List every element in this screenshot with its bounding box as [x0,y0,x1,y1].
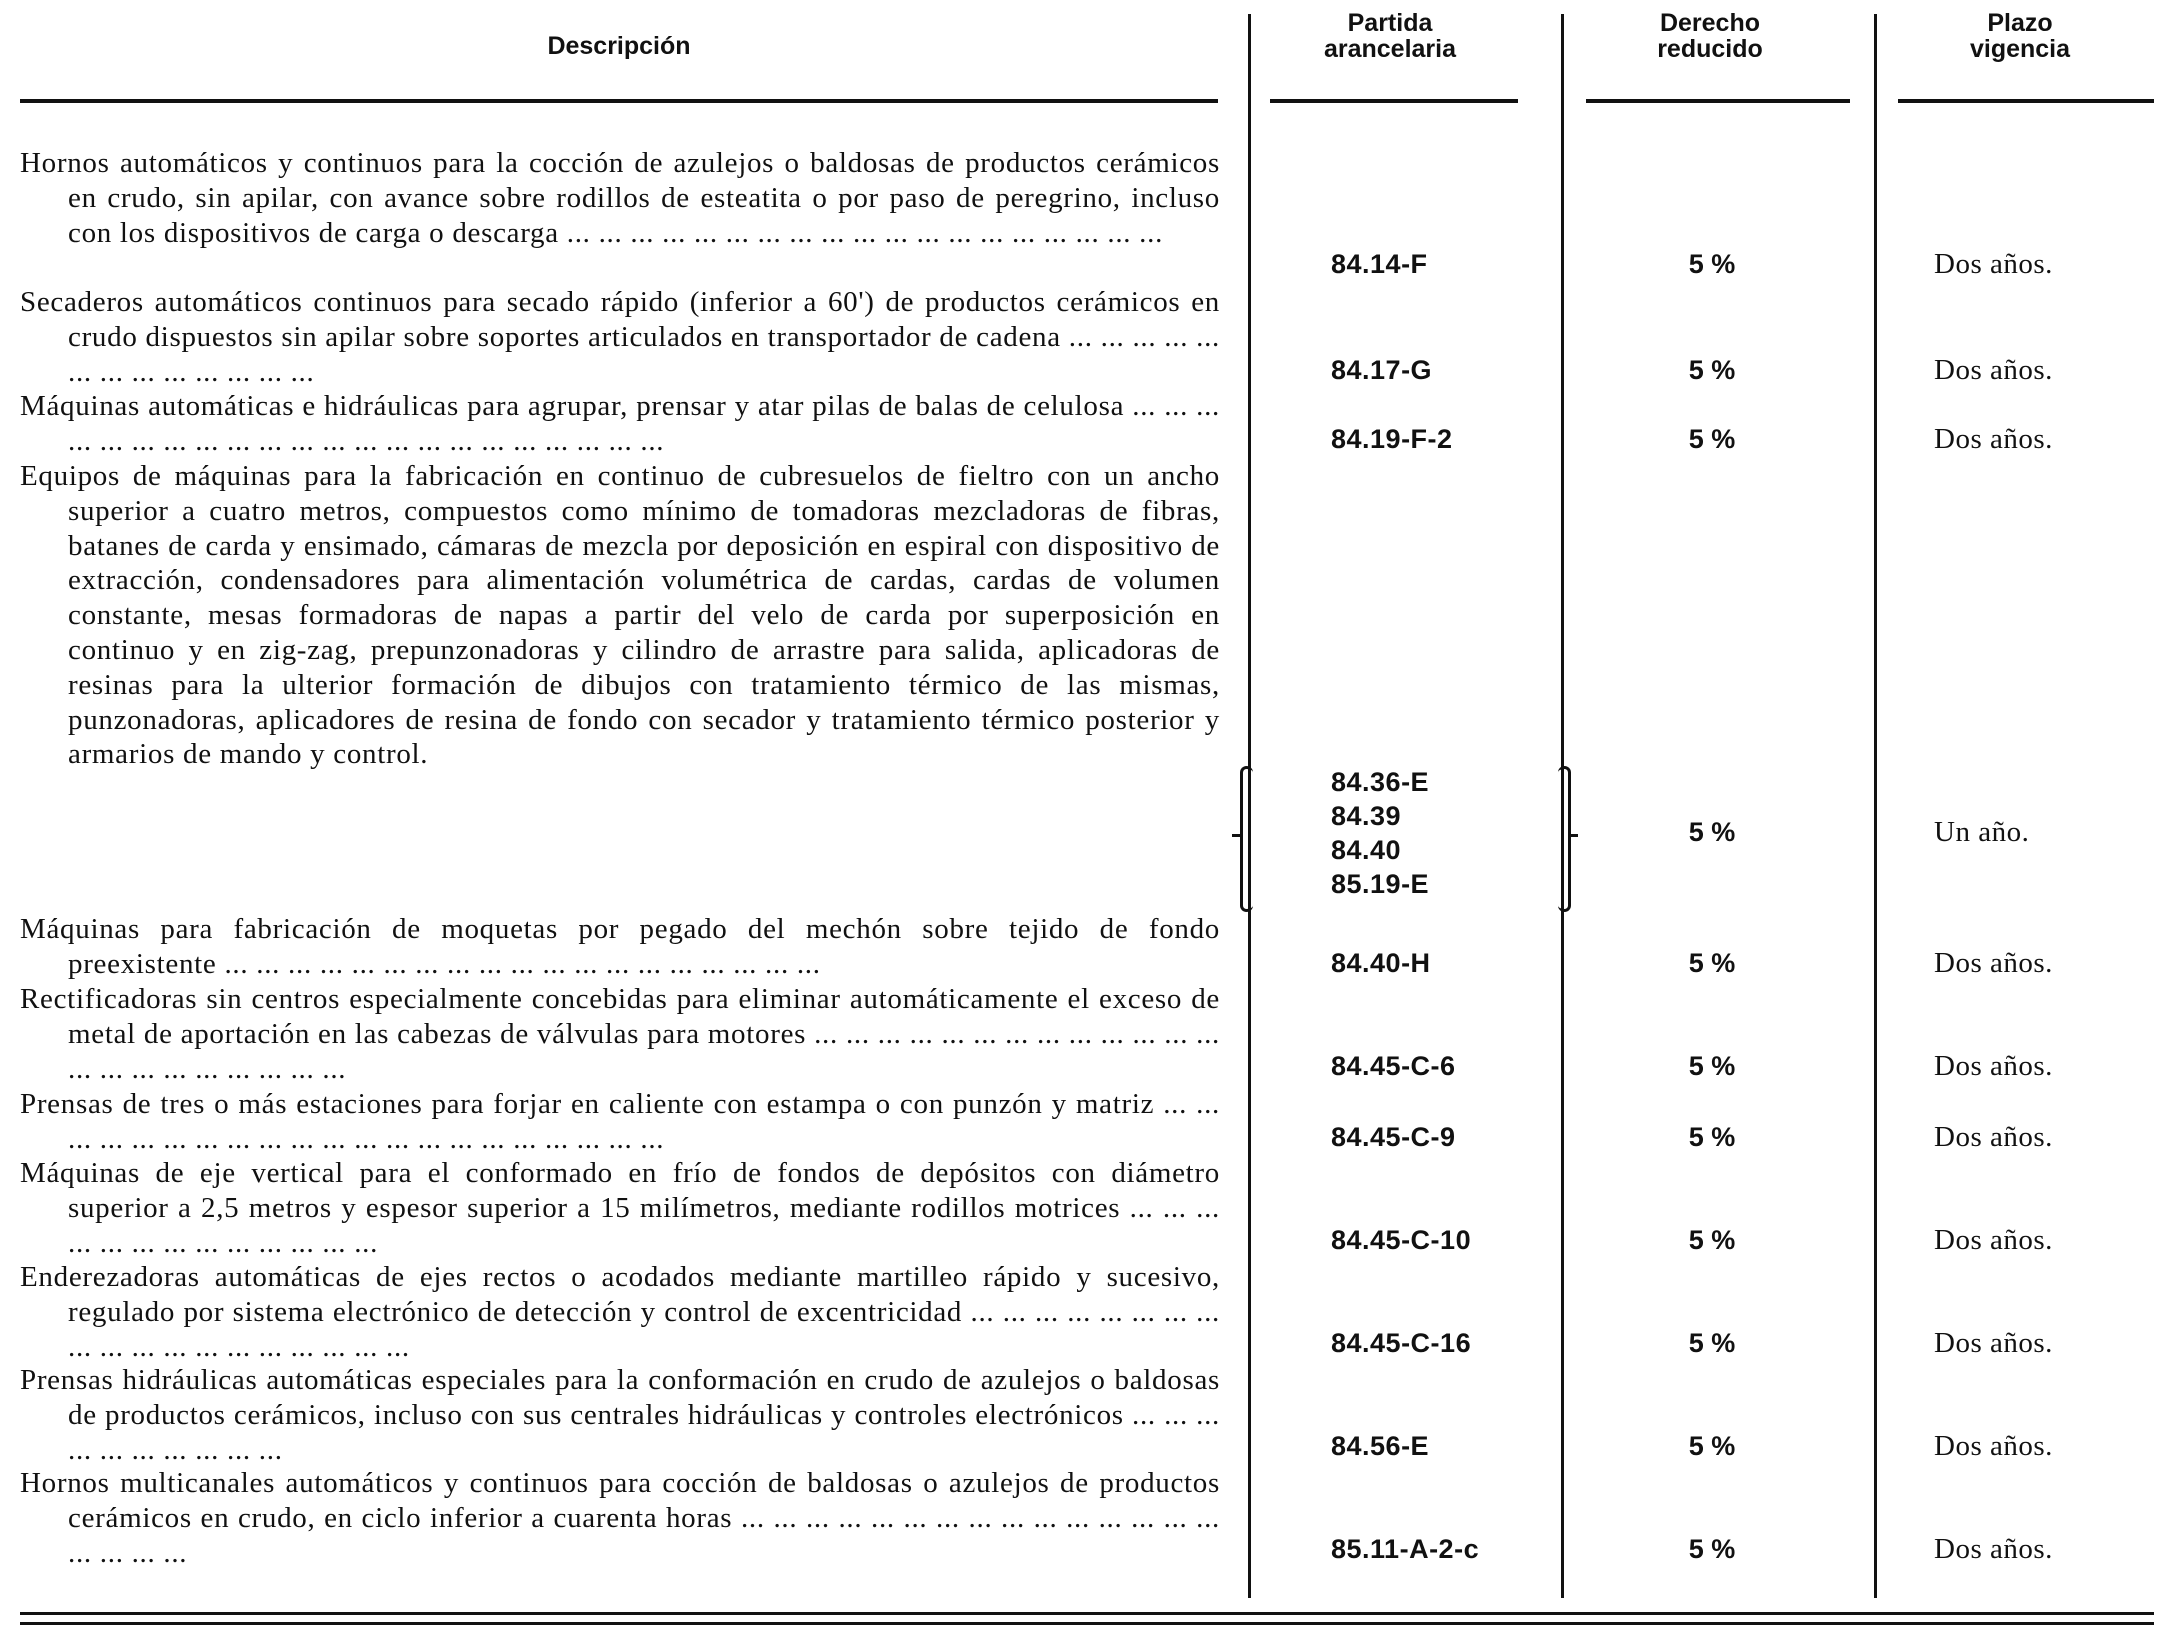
descripcion-text: Hornos multicanales automáticos y continuos para cocción de baldosas o azulejos de productos cerámicos en crudo, en ciclo inferior a cuarenta horas ... ... ... ... ... ... ... ... ... ... ... ... ... ... ... ... ... ... ... [20,1467,1220,1569]
descripcion-text: Máquinas para fabricación de moquetas por pegado del mechón sobre tejido de fondo preexistente ... ... ... ... ... ... ... ... ... ... ... ... ... ... ... ... ... ... ... [20,913,1220,980]
descripcion-text: Hornos automáticos y continuos para la cocción de azulejos o baldosas de productos cerámicos en crudo, sin apilar, con avance sobre rodillos de esteatita o por paso de peregrino, incluso con los dispositivos de carga o descarga ... ... ... ... ... ... ... ... ... ... ... ... ... ... ... ... ... ... ... [20,147,1220,249]
row-7-derecho: 5 % [1688,1122,1736,1152]
row-3-plazo: Dos años. [1934,423,2053,455]
descripcion-text: Prensas de tres o más estaciones para forjar en caliente con estampa o con punzón y matriz ... ... ... ... ... ... ... ... ... ... ... ... ... ... ... ... ... ... ... ... ... [20,1088,1220,1155]
row-6-partida: 84.45-C-6 [1331,1051,1456,1081]
row-1-derecho: 5 % [1688,249,1736,279]
row-10-derecho: 5 % [1688,1431,1736,1461]
right-brace [1558,766,1571,912]
row-3-partida: 84.19-F-2 [1331,424,1453,454]
header-rule-descripcion [20,99,1218,103]
row-8-descripcion [20,1156,1220,1260]
row-1-partida: 84.14-F [1331,249,1428,279]
header-rule-partida [1270,99,1518,103]
descripcion-text: Máquinas automáticas e hidráulicas para agrupar, prensar y atar pilas de balas de celulosa ... ... ... ... ... ... ... ... ... ... ... ... ... ... ... ... ... ... ... ... ... ... [20,390,1220,457]
row-10-partida: 84.56-E [1331,1431,1430,1461]
header-descripcion: Descripción [547,32,691,60]
header-derecho-line1: Derecho [1659,9,1761,37]
header-partida-line1: Partida [1347,9,1433,37]
bottom-rule-2 [20,1622,2154,1625]
row-4-descripcion [20,459,1220,772]
row-2-partida: 84.17-G [1331,355,1433,385]
header-partida-arancelaria [1250,10,1530,62]
row-2-plazo: Dos años. [1934,354,2053,386]
left-brace [1240,766,1253,912]
partida-code: 84.36-E [1331,767,1430,797]
row-5-partida: 84.40-H [1331,948,1431,978]
partida-code: 84.40 [1331,835,1402,865]
row-6-plazo: Dos años. [1934,1050,2053,1082]
row-3-descripcion [20,389,1220,459]
descripcion-text: Equipos de máquinas para la fabricación en continuo de cubresuelos de fieltro con un ancho superior a cuatro metros, compuestos como mínimo de tomadoras mezcladoras de fibras, batanes de carda y ensimado, cámaras de mezcla por deposición en espiral con dispositivo de extracción, condensadores para alimentación volumétrica de cardas, cardas de volumen constante, mesas formadoras de napas a partir del velo de carda por superposición en continuo y en zig-zag, prepunzonadoras y cilindro de arrastre para salida, aplicadoras de resinas para la ulterior formación de dibujos con tratamiento térmico de las mismas, punzonadoras, aplicadores de resina de fondo con secador y tratamiento térmico posterior y armarios de mando y control. [20,460,1220,771]
descripcion-text: Rectificadoras sin centros especialmente concebidas para eliminar automáticamente el exceso de metal de aportación en las cabezas de válvulas para motores ... ... ... ... ... ... ... ... ... ... ... ... ... ... ... ... ... ... ... ... ... ... [20,983,1220,1085]
row-4-derecho: 5 % [1688,817,1736,847]
row-4-partida [1331,765,1429,901]
row-6-descripcion [20,982,1220,1086]
row-8-partida: 84.45-C-10 [1331,1225,1472,1255]
row-9-derecho: 5 % [1688,1328,1736,1358]
header-plazo-line2: vigencia [1969,35,2071,63]
row-2-descripcion [20,285,1220,389]
row-9-plazo: Dos años. [1934,1327,2053,1359]
row-11-derecho: 5 % [1688,1534,1736,1564]
row-9-descripcion [20,1260,1220,1364]
row-8-plazo: Dos años. [1934,1224,2053,1256]
row-11-partida: 85.11-A-2-c [1331,1534,1480,1564]
row-5-plazo: Dos años. [1934,947,2053,979]
column-divider-3 [1874,14,1877,1598]
row-8-derecho: 5 % [1688,1225,1736,1255]
bottom-rule-1 [20,1612,2154,1615]
descripcion-text: Enderezadoras automáticas de ejes rectos o acodados mediante martilleo rápido y sucesivo, regulado por sistema electrónico de detección y control de excentricidad ... ... ... ... ... ... ... ... ... ... ... ... ... ... ... ... ... ... ... [20,1261,1220,1363]
row-4-plazo: Un año. [1934,816,2030,848]
row-7-descripcion [20,1087,1220,1157]
header-plazo-line1: Plazo [1987,9,2053,37]
row-3-derecho: 5 % [1688,424,1736,454]
row-2-derecho: 5 % [1688,355,1736,385]
left-brace-tip [1232,834,1242,837]
row-1-descripcion [20,146,1220,250]
row-6-derecho: 5 % [1688,1051,1736,1081]
row-11-descripcion [20,1466,1220,1570]
row-9-partida: 84.45-C-16 [1331,1328,1472,1358]
descripcion-text: Prensas hidráulicas automáticas especiales para la conformación en crudo de azulejos o baldosas de productos cerámicos, incluso con sus centrales hidráulicas y controles electrónicos ... ... ... ... ... ... ... ... ... ... [20,1364,1220,1466]
header-rule-derecho [1586,99,1850,103]
row-5-descripcion [20,912,1220,982]
descripcion-text: Secaderos automáticos continuos para secado rápido (inferior a 60') de productos cerámicos en crudo dispuestos sin apilar sobre soportes articulados en transportador de cadena ... ... ... ... ... ... ... ... ... ... ... ... ... [20,286,1220,388]
descripcion-text: Máquinas de eje vertical para el conformado en frío de fondos de depósitos con diámetro superior a 2,5 metros y espesor superior a 15 milímetros, mediante rodillos motrices ... ... ... ... ... ... ... ... ... ... ... ... ... [20,1157,1220,1259]
header-partida-line2: arancelaria [1323,35,1457,63]
partida-code: 84.39 [1331,801,1402,831]
header-derecho-line2: reducido [1657,35,1763,63]
right-brace-tip [1568,834,1578,837]
row-5-derecho: 5 % [1688,948,1736,978]
row-11-plazo: Dos años. [1934,1533,2053,1565]
header-plazo-vigencia [1880,10,2160,62]
header-derecho-reducido [1570,10,1850,62]
row-10-plazo: Dos años. [1934,1430,2053,1462]
row-7-plazo: Dos años. [1934,1121,2053,1153]
row-10-descripcion [20,1363,1220,1467]
header-rule-plazo [1898,99,2154,103]
row-7-partida: 84.45-C-9 [1331,1122,1456,1152]
partida-code: 85.19-E [1331,869,1430,899]
row-1-plazo: Dos años. [1934,248,2053,280]
